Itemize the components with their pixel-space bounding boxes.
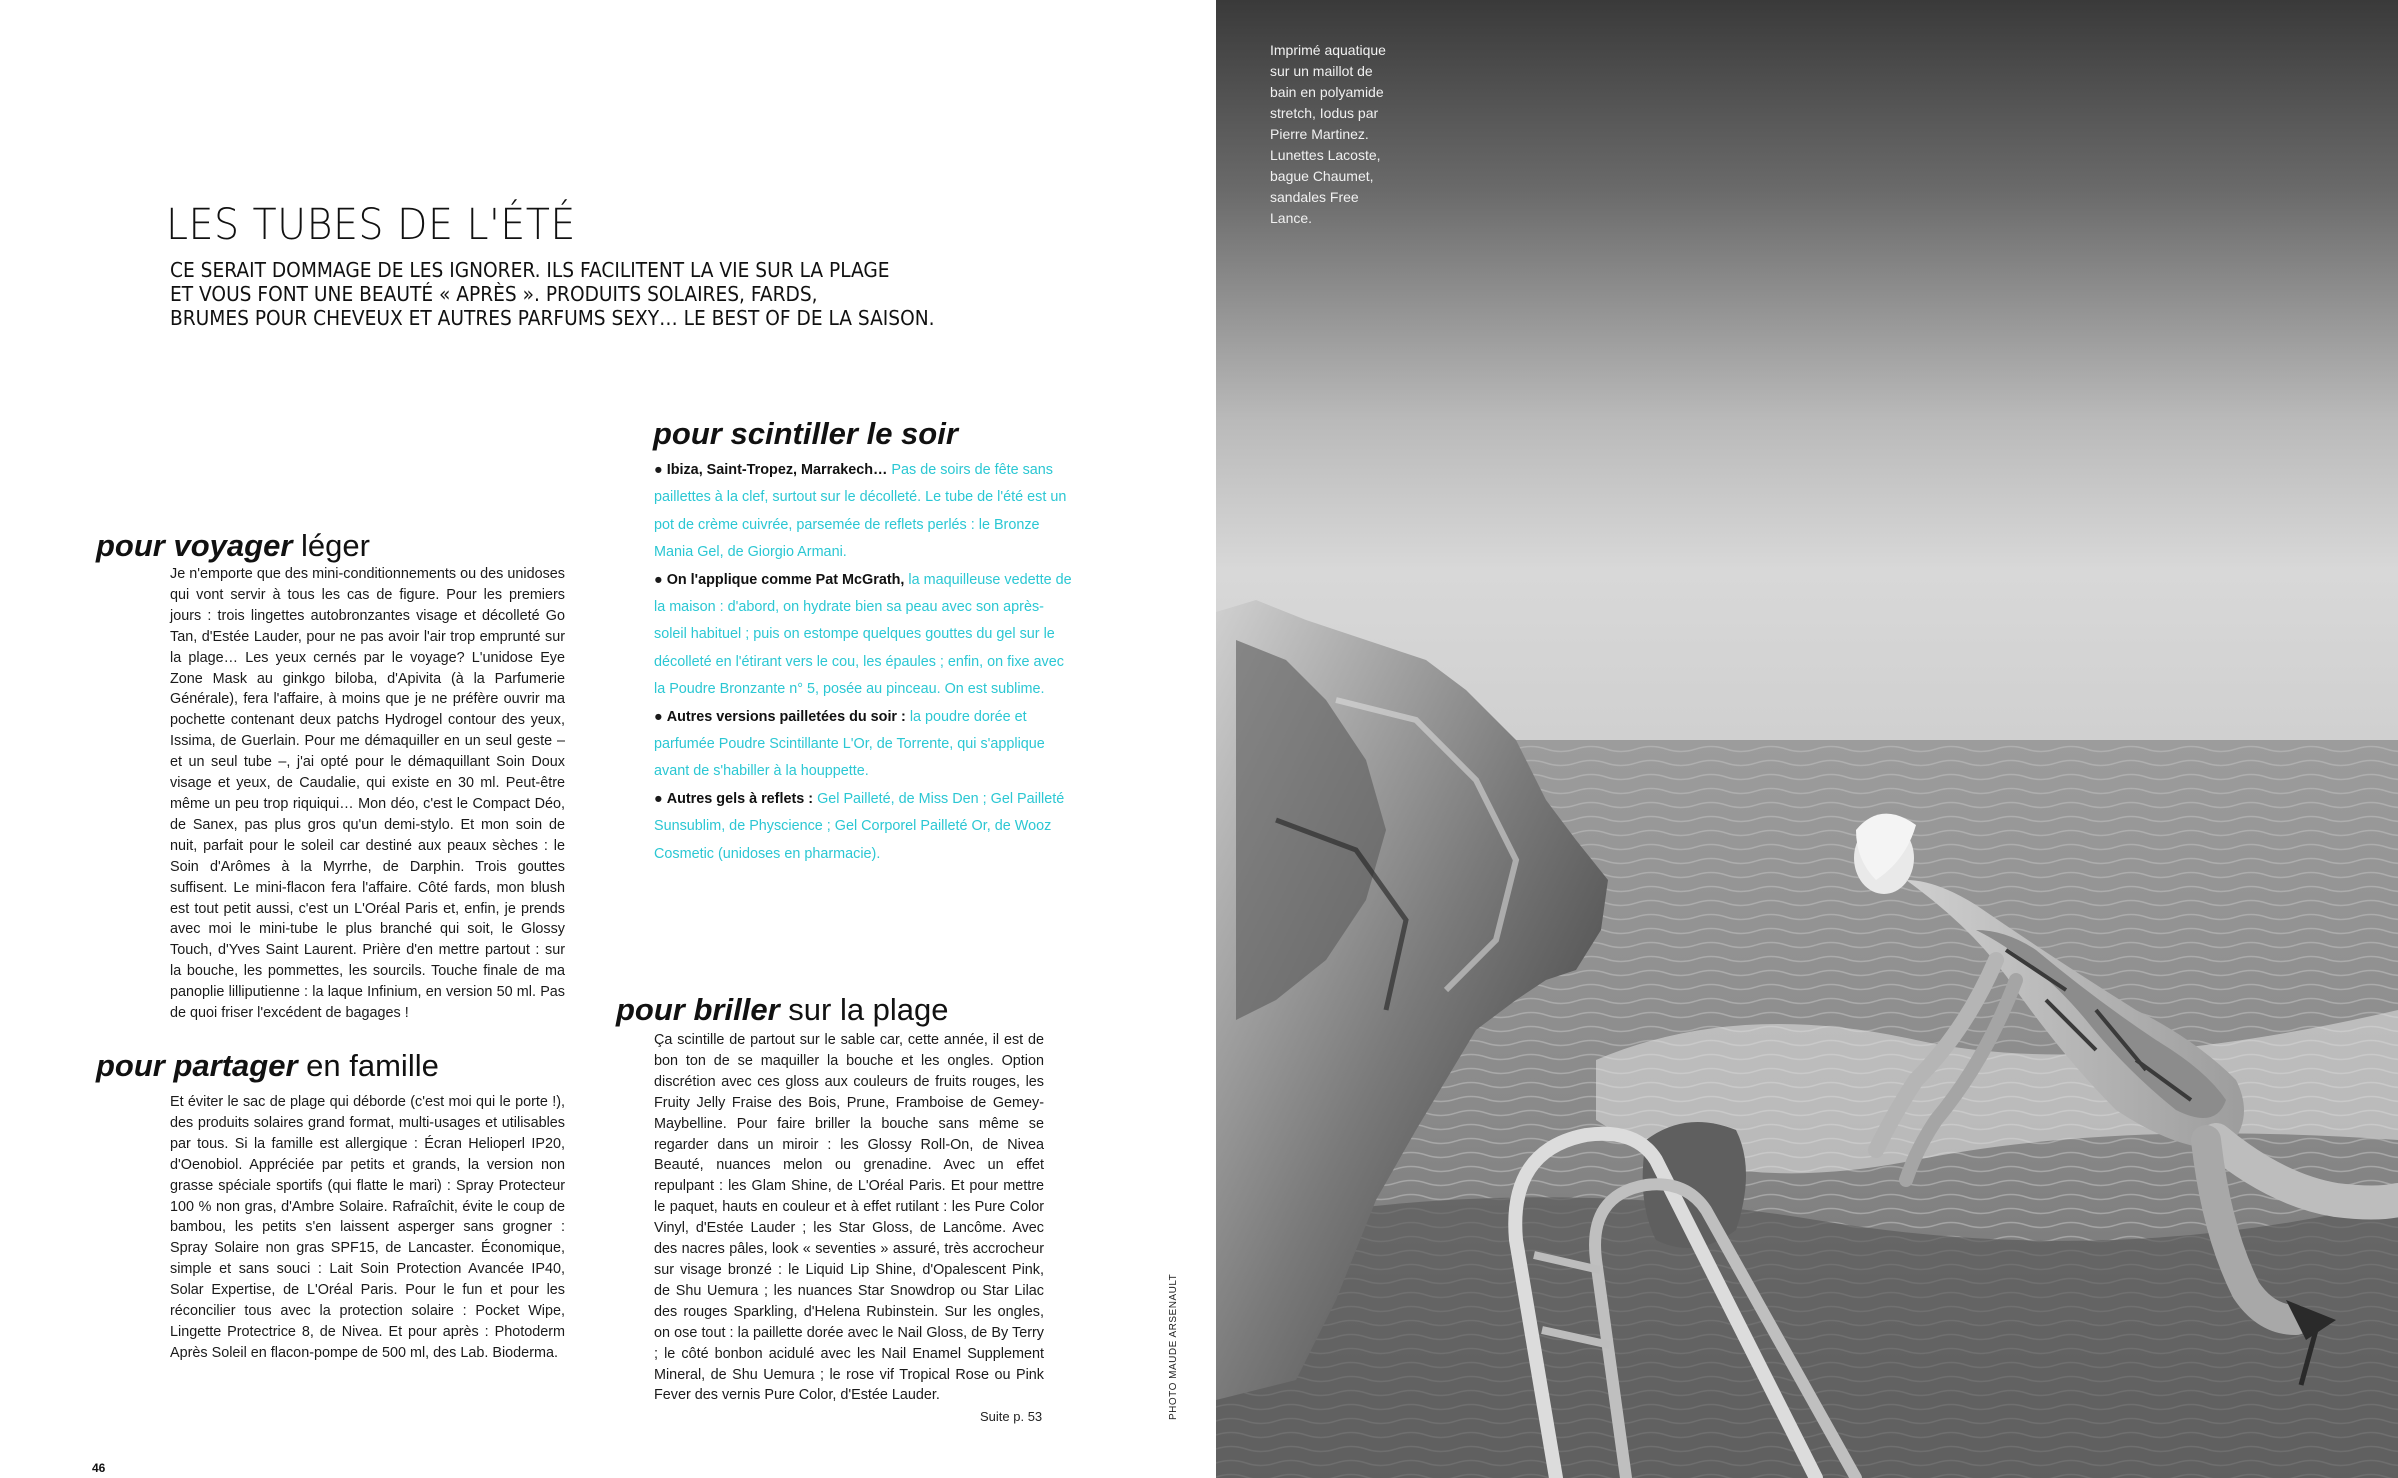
section-title-emphasis: pour scintiller le soir <box>653 416 958 451</box>
continued-reference: Suite p. 53 <box>980 1409 1043 1424</box>
section-title-rest: en famille <box>306 1048 439 1083</box>
bullet-text: Gel Pailleté, de Miss Den ; Gel Pailleté Sunsublim, de Physcience ; Gel Corporel Pailleté Or, de Wooz Cosmetic (unidoses en pharmacie). <box>654 790 1065 862</box>
bullet-lead: Autres versions pailletées du soir : <box>666 708 906 725</box>
section-title-rest: sur la plage <box>788 992 949 1027</box>
beach-photo <box>1216 0 2398 1478</box>
bullet-text: Pas de soirs de fête sans paillettes à la clef, surtout sur le décolleté. Le tube de l'été est un pot de crème cuivrée, parsemée de reflets perlés : le Bronze Mania Gel, de Giorgio Armani. <box>654 462 1067 561</box>
article-headline: LES TUBES DE L'ÉTÉ <box>166 200 576 250</box>
section-body-partager: Et éviter le sac de plage qui déborde (c'est moi qui le porte !), des produits solaires grand format, multi-usages et utilisables par tous. Si la famille est allergique : Écran Helioperl IP20, d'Oenobiol. Appréciée par petits et grands, la version non grasse spéciale sportifs (qui flatte le mari) : Spray Protecteur 100 % non gras, d'Ambre Solaire. Rafraîchit, évite le coup de bambou, les petits s'en laissent asperger sans grogner : Spray Solaire non gras SPF15, de Lancaster. Économique, simple et sans souci : Lait Soin Protection Avancée IP40, Solar Expertise, de L'Oréal Paris. Pour le fun et pour les réconcilier tous avec la protection solaire : Pocket Wipe, Lingette Protectrice 8, de Nivea. Et pour après : Photoderm Après Soleil en flacon-pompe de 500 ml, des Lab. Bioderma. <box>170 1094 565 1361</box>
section-body-scintiller <box>654 457 1072 868</box>
section-title-voyager <box>96 528 370 564</box>
photo-credit: PHOTO MAUDE ARSENAULT <box>1168 1273 1179 1420</box>
section-title-emphasis: pour partager <box>96 1048 298 1083</box>
section-body-briller: Ça scintille de partout sur le sable car, cette année, il est de bon ton de se maquiller la bouche et les ongles. Option discrétion avec ces gloss aux couleurs de fruits rouges, les Fruity Jelly Fraise des Bois, Prune, Framboise de Gemey-Maybelline. Pour faire briller la bouche sans même se regarder dans un miroir : les Glossy Roll-On, de Nivea Beauté, nuances melon ou grenadine. Avec un effet repulpant : les Glam Shine, de L'Oréal Paris. Et pour mettre le paquet, hauts en couleur et à effet rutilant : les Pure Color Vinyl, d'Estée Lauder ; les Star Gloss, de Lancôme. Avec des nacres pâles, look « seventies » assuré, très accrocheur sur visage bronzé : le Liquid Lip Shine, d'Opalescent Pink, de Shu Uemura ; les nuances Star Snowdrop ou Star Lilac des rouges Sparkling, d'Helena Rubinstein. Sur les ongles, on ose tout : la paillette dorée avec le Nail Gloss, de By Terry ; le côté bonbon acidulé avec les Nail Enamel Supplement Mineral, de Shu Uemura ; le rose vif Tropical Rose ou Pink Fever des vernis Pure Color, d'Estée Lauder. <box>654 1032 1044 1404</box>
bullet-item: ● On l'applique comme Pat McGrath, la maquilleuse vedette de la maison : d'abord, on hydrate bien sa peau avec son après-soleil habituel ; puis on estompe quelques gouttes du gel sur le décolleté en l'étirant vers le cou, les épaules ; enfin, on fixe avec la Poudre Bronzante n° 5, posée au pinceau. On est sublime. <box>654 571 1072 698</box>
section-title-emphasis: pour voyager <box>96 528 293 563</box>
bullet-lead: On l'applique comme Pat McGrath, <box>666 571 905 588</box>
section-title-briller <box>616 992 949 1028</box>
intro-line: BRUMES POUR CHEVEUX ET AUTRES PARFUMS SEXY… LE BEST OF DE LA SAISON. <box>170 306 935 330</box>
section-title-partager <box>96 1048 439 1084</box>
bullet-item: ● Autres versions pailletées du soir : la poudre dorée et parfumée Poudre Scintillante L'Or, de Torrente, qui s'applique avant de s'habiller à la houppette. <box>654 708 1045 780</box>
bullet-item: ● Autres gels à reflets : Gel Pailleté, de Miss Den ; Gel Pailleté Sunsublim, de Physcience ; Gel Corporel Pailleté Or, de Wooz Cosmetic (unidoses en pharmacie). <box>654 790 1065 862</box>
intro-line: ET VOUS FONT UNE BEAUTÉ « APRÈS ». PRODUITS SOLAIRES, FARDS, <box>170 282 818 306</box>
bullet-item: ● Ibiza, Saint-Tropez, Marrakech… Pas de soirs de fête sans paillettes à la clef, surtout sur le décolleté. Le tube de l'été est un pot de crème cuivrée, parsemée de reflets perlés : le Bronze Mania Gel, de Giorgio Armani. <box>654 462 1067 561</box>
page-number: 46 <box>92 1461 106 1475</box>
bullet-lead: Ibiza, Saint-Tropez, Marrakech… <box>666 462 888 478</box>
article-intro <box>170 258 970 330</box>
beach-photo-illustration <box>1216 0 2398 1478</box>
intro-line: CE SERAIT DOMMAGE DE LES IGNORER. ILS FACILITENT LA VIE SUR LA PLAGE <box>170 258 890 282</box>
section-body-voyager: Je n'emporte que des mini-conditionnements ou des unidoses qui vont servir à tous les cas de figure. Pour les premiers jours : trois lingettes autobronzantes visage et décolleté Go Tan, d'Estée Lauder, pour ne pas avoir l'air trop emprunté sur la plage… Les yeux cernés par le voyage? L'unidose Eye Zone Mask au ginkgo biloba, d'Apivita (à la Parfumerie Générale), fera l'affaire, à moins que je ne préfère ouvrir ma pochette contenant deux patchs Hydrogel contour des yeux, Issima, de Guerlain. Pour me démaquiller en un seul geste – et un seul tube –, j'ai opté pour le démaquillant Soin Doux visage et yeux, de Caudalie, qui existe en 30 ml. Peut-être même un peu trop riquiqui… Mon déo, c'est le Compact Déo, de Sanex, pas plus gros qu'un demi-stylo. Et mon soin de nuit, parfait pour le soleil car destiné aux peaux sèches : le Soin d'Arômes à la Myrrhe, de Darphin. Trois gouttes suffisent. Le mini-flacon fera l'affaire. Côté fards, mon blush est tout petit aussi, c'est un L'Oréal Paris et, enfin, je prends avec moi le mini-tube le plus branché qui soit, le Glossy Touch, d'Yves Saint Laurent. Prière d'en mettre partout : sur la bouche, les pommettes, les sourcils. Touche finale de ma panoplie lilliputienne : la laque Infinium, en version 50 ml. Pas de quoi friser l'excédent de bagages ! <box>170 566 565 1022</box>
bullet-text: la maquilleuse vedette de la maison : d'abord, on hydrate bien sa peau avec son après-soleil habituel ; puis on estompe quelques gouttes du gel sur le décolleté en l'étirant vers le cou, les épaules ; enfin, on fixe avec la Poudre Bronzante n° 5, posée au pinceau. On est sublime. <box>654 571 1072 698</box>
section-title-rest: léger <box>301 528 370 563</box>
section-title-emphasis: pour briller <box>616 992 780 1027</box>
photo-caption: Imprimé aquatique sur un maillot de bain en polyamide stretch, Iodus par Pierre Martinez. Lunettes Lacoste, bague Chaumet, sandales Free Lance. <box>1270 42 1386 226</box>
bullet-text: la poudre dorée et parfumée Poudre Scintillante L'Or, de Torrente, qui s'applique avant de s'habiller à la houppette. <box>654 708 1045 780</box>
bullet-lead: Autres gels à reflets : <box>666 790 814 807</box>
section-title-scintiller <box>653 416 958 452</box>
